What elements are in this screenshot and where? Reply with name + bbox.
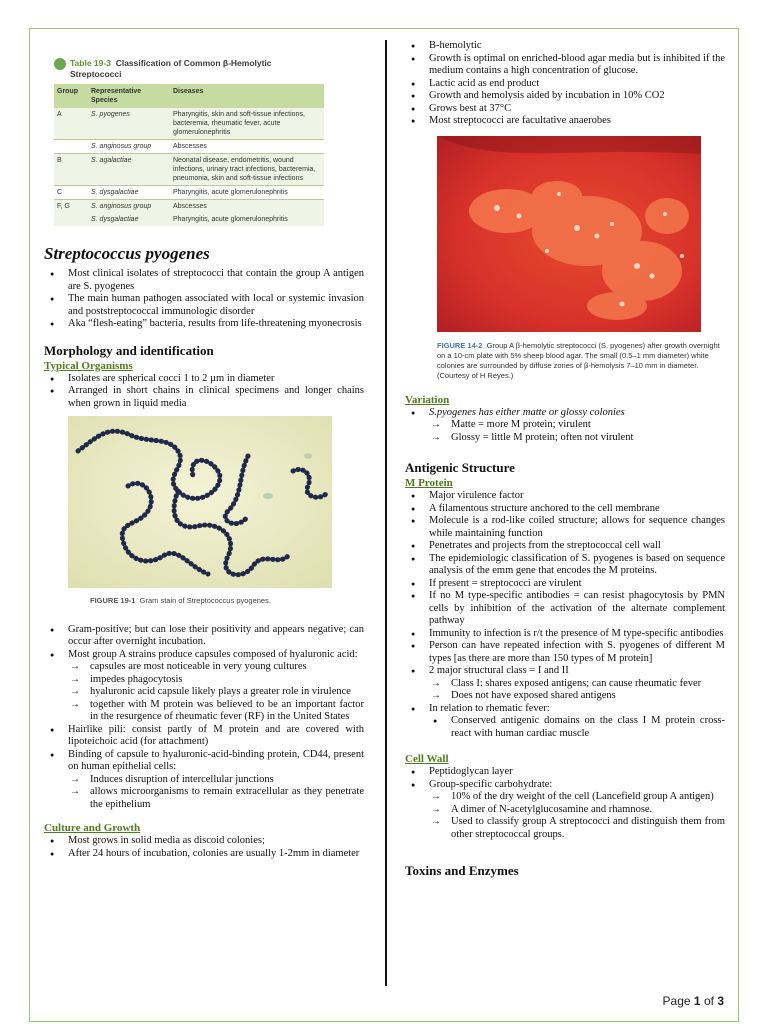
list-item: ● Growth is optimal on enriched-blood agar media but is inhibited if the medium contains a high concentration of glucose. xyxy=(405,53,725,78)
table-cell: S. anginosus group xyxy=(88,200,170,214)
table-cell: Abscesses xyxy=(170,200,324,214)
table-cell: S. dysgalactiae xyxy=(88,186,170,200)
figure-caption xyxy=(437,341,725,381)
list-item-text: Most group A strains produce capsules composed of hyaluronic acid: xyxy=(68,648,358,660)
table-cell xyxy=(54,140,88,154)
list-item: ● Aka “flesh-eating” bacteria, results from life-threatening myonecrosis xyxy=(44,318,364,331)
sub-list-item: → Used to classify group A streptococci and distinguish them from other streptococcal groups. xyxy=(429,816,725,841)
class-sublist xyxy=(429,678,725,703)
left-column xyxy=(44,58,364,860)
table-cell: C xyxy=(54,186,88,200)
sub-list-item: → Matte = more M protein; virulent xyxy=(429,419,725,432)
variation-list xyxy=(405,407,725,445)
intro-list xyxy=(44,268,364,331)
cell-wall-heading: Cell Wall xyxy=(405,753,449,765)
sub-list-item: → Does not have exposed shared antigens xyxy=(429,690,725,703)
list-item: ● Most grows in solid media as discoid colonies; xyxy=(44,835,364,848)
gram-stain-figure xyxy=(68,416,364,606)
list-item: ● Grows best at 37°C xyxy=(405,103,725,116)
list-item: ● If present = streptococci are virulent xyxy=(405,578,725,591)
table-row xyxy=(54,140,324,154)
table-label: Table 19-3 xyxy=(70,58,111,68)
sub-list-item: → impedes phagocytosis xyxy=(68,674,364,687)
table-cell: S. anginosus group xyxy=(88,140,170,154)
table-cell: Pharyngitis, skin and soft-tissue infections, bacteremia, rheumatic fever, acute glomerulonephritis xyxy=(170,108,324,140)
figure-caption-text: Group A β-hemolytic streptococci (S. pyogenes) after growth overnight on a 10-cm plate with 5% sheep blood agar. The small (0.5–1 mm diameter) white colonies are surrounded by diffuse zones of β-hemolysis 7–10 mm in diameter. (Courtesy of H Reyes.) xyxy=(437,340,720,380)
table-cell: Neonatal disease, endometritis, wound infections, urinary tract infections, bacteremia, pneumonia, skin and soft-tissue infections xyxy=(170,154,324,186)
list-item xyxy=(405,665,725,703)
of-word: of xyxy=(703,994,714,1008)
table-cell: F, G xyxy=(54,200,88,214)
blood-agar-image xyxy=(437,136,701,332)
list-item: ● The main human pathogen associated with local or systemic invasion and poststreptococcal immunologic disorder xyxy=(44,293,364,318)
sub-list-item: → hyaluronic acid capsule likely plays a greater role in virulence xyxy=(68,686,364,699)
antigenic-heading: Antigenic Structure xyxy=(405,460,515,475)
culture-list xyxy=(44,835,364,860)
list-item: ● B-hemolytic xyxy=(405,40,725,53)
m-protein-list xyxy=(405,490,725,740)
growth-list xyxy=(405,40,725,128)
list-item xyxy=(405,703,725,741)
morphology-heading: Morphology and identification xyxy=(44,342,214,358)
list-item-text: 2 major structural class = I and II xyxy=(429,665,569,676)
blood-agar-figure xyxy=(437,136,725,381)
list-item xyxy=(44,649,364,724)
sub-list-item: → allows microorganisms to remain extracellular as they penetrate the epithelium xyxy=(68,786,364,811)
classification-table xyxy=(54,84,324,226)
sub-list-item: → Class I: shares exposed antigens; can cause rheumatic fever xyxy=(429,678,725,691)
table-cell: Pharyngitis, acute glomerulonephritis xyxy=(170,186,324,200)
table-row xyxy=(54,108,324,140)
culture-heading: Culture and Growth xyxy=(44,822,141,834)
figure-label: FIGURE 14-2 xyxy=(437,340,483,350)
variation-sublist xyxy=(429,419,725,444)
list-item: ● Isolates are spherical cocci 1 to 2 µm in diameter xyxy=(44,373,364,386)
table-cell: S. dysgalactiae xyxy=(88,213,170,226)
list-item: ● Lactic acid as end product xyxy=(405,78,725,91)
sub-list-item: → together with M protein was believed to be an important factor in the resurgence of rheumatic fever (RF) in the United States xyxy=(68,699,364,724)
list-item xyxy=(405,779,725,842)
right-column xyxy=(405,40,725,879)
table-badge-icon xyxy=(54,58,66,70)
table-row xyxy=(54,186,324,200)
cell-wall-sublist xyxy=(429,791,725,841)
gram-stain-image xyxy=(68,416,332,588)
table-row xyxy=(54,213,324,226)
table-header: Diseases xyxy=(170,84,324,108)
list-item: ● Most clinical isolates of streptococci that contain the group A antigen are S. pyogenes xyxy=(44,268,364,293)
sub-list-item: → 10% of the dry weight of the cell (Lancefield group A antigen) xyxy=(429,791,725,804)
table-cell xyxy=(54,213,88,226)
current-page: 1 xyxy=(693,994,701,1008)
list-item: ● The epidemiologic classification of S. pyogenes is based on sequence analysis of the emm gene that encodes the M proteins. xyxy=(405,553,725,578)
table-caption xyxy=(54,58,324,80)
properties-list xyxy=(44,624,364,812)
table-cell: Abscesses xyxy=(170,140,324,154)
list-item: ● A filamentous structure anchored to the cell membrane xyxy=(405,503,725,516)
table-cell: A xyxy=(54,108,88,140)
list-item: ● Person can have repeated infection with S. pyogenes of different M types [as there are more than 150 types of M protein] xyxy=(405,640,725,665)
table-header: Group xyxy=(54,84,88,108)
document-title: Streptococcus pyogenes xyxy=(44,244,210,263)
sub-list-item: → Glossy = little M protein; often not virulent xyxy=(429,432,725,445)
typical-organisms-heading: Typical Organisms xyxy=(44,359,133,372)
list-item xyxy=(44,749,364,812)
list-item xyxy=(405,407,725,445)
list-item: ● Peptidoglycan layer xyxy=(405,766,725,779)
table-header: Representative Species xyxy=(88,84,170,108)
list-item: ● Immunity to infection is r/t the presence of M type-specific antibodies xyxy=(405,628,725,641)
list-item: ● Penetrates and projects from the streptococcal cell wall xyxy=(405,540,725,553)
cell-wall-list xyxy=(405,766,725,841)
sub-list-item: → Induces disruption of intercellular junctions xyxy=(68,774,364,787)
list-item: ● Growth and hemolysis aided by incubation in 10% CO2 xyxy=(405,90,725,103)
table-cell: Pharyngitis, acute glomerulonephritis xyxy=(170,213,324,226)
list-item: ● Most streptococci are facultative anaerobes xyxy=(405,115,725,128)
list-item: ● Gram-positive; but can lose their positivity and appears negative; can occur after overnight incubation. xyxy=(44,624,364,649)
capsule-sublist xyxy=(68,661,364,724)
sub-list-item: → A dimer of N-acetylglucosamine and rhamnose. xyxy=(429,804,725,817)
classification-table-figure xyxy=(54,58,324,226)
toxins-heading: Toxins and Enzymes xyxy=(405,863,519,878)
list-item-text: Group-specific carbohydrate: xyxy=(429,778,553,790)
rhematic-sublist xyxy=(429,715,725,740)
figure-label: FIGURE 19-1 xyxy=(90,596,136,605)
sub-list-item: ● Conserved antigenic domains on the class I M protein cross-react with human cardiac muscle xyxy=(429,715,725,740)
variation-heading: Variation xyxy=(405,393,450,406)
typical-list xyxy=(44,373,364,411)
list-item: ● Molecule is a rod-like coiled structure; allows for sequence changes while maintaining function xyxy=(405,515,725,540)
table-title: Classification of Common β-Hemolytic Streptococci xyxy=(70,58,272,79)
column-divider xyxy=(385,40,387,986)
binding-sublist xyxy=(68,774,364,812)
page-word: Page xyxy=(662,994,691,1008)
list-item: ● Hairlike pili: consist partly of M protein and are covered with lipoteichoic acid (for attachment) xyxy=(44,724,364,749)
table-row xyxy=(54,200,324,214)
figure-caption-text: Gram stain of Streptococcus pyogenes. xyxy=(139,596,271,605)
sub-list-item: → capsules are most noticeable in very young cultures xyxy=(68,661,364,674)
table-cell: S. agalactiae xyxy=(88,154,170,186)
table-row xyxy=(54,154,324,186)
list-item: ● Major virulence factor xyxy=(405,490,725,503)
list-item-text: In relation to rhematic fever: xyxy=(429,702,550,714)
list-item-text: Binding of capsule to hyaluronic-acid-binding protein, CD44, present on human epithelial cells: xyxy=(68,748,364,772)
list-item: ● After 24 hours of incubation, colonies are usually 1-2mm in diameter xyxy=(44,848,364,861)
list-item: ● Arranged in short chains in clinical specimens and longer chains when grown in liquid media xyxy=(44,385,364,410)
page-number xyxy=(663,994,724,1008)
table-cell: S. pyogenes xyxy=(88,108,170,140)
list-item-text: S.pyogenes has either matte or glossy colonies xyxy=(429,406,625,418)
figure-caption xyxy=(90,596,364,606)
m-protein-heading: M Protein xyxy=(405,477,453,489)
total-pages: 3 xyxy=(717,994,724,1008)
list-item: ● If no M type-specific antibodies = can resist phagocytosis by PMN cells by inhibition of the activation of the alternate complement pathway xyxy=(405,590,725,628)
table-cell: B xyxy=(54,154,88,186)
